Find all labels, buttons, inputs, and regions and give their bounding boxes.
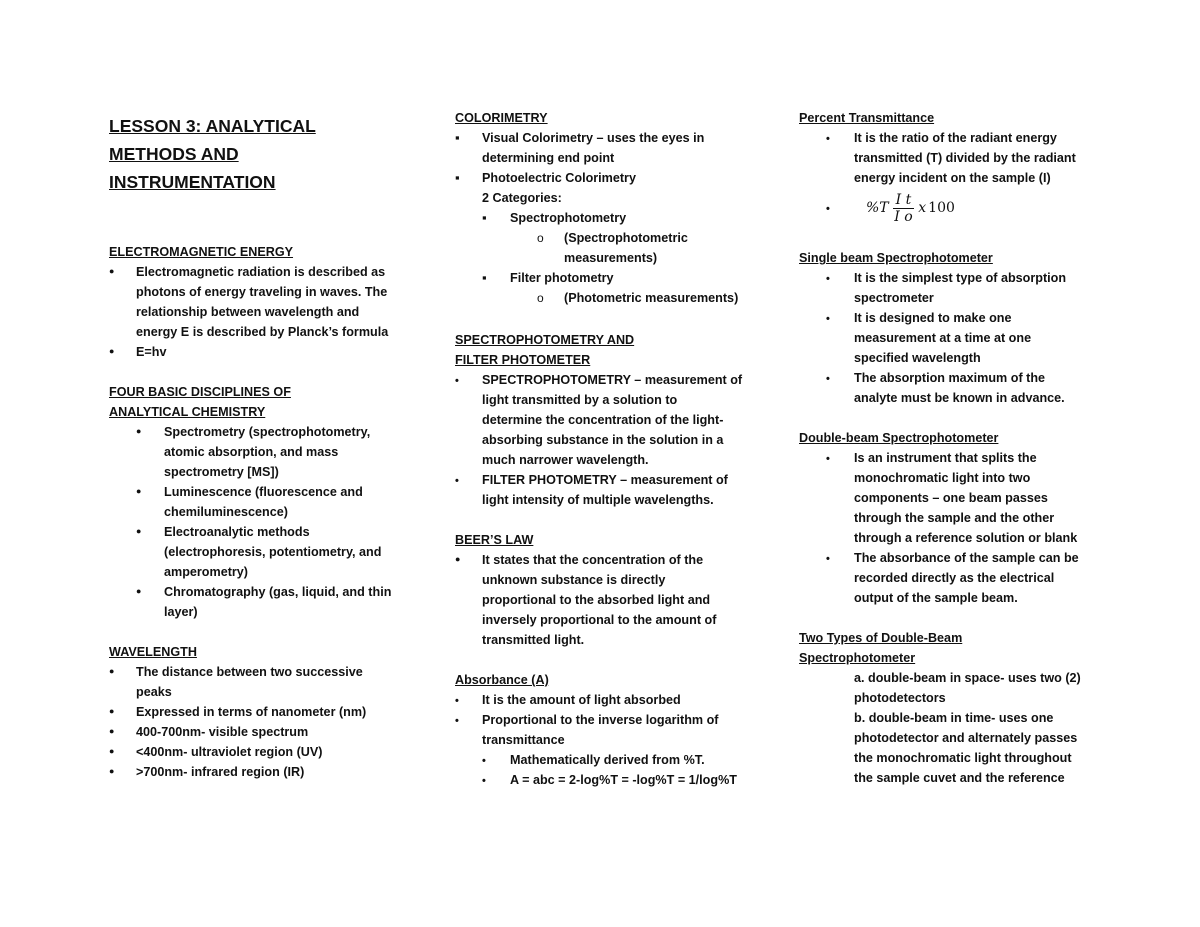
section-heading-disciplines-line1: FOUR BASIC DISCIPLINES OF bbox=[109, 385, 291, 399]
section-heading-disciplines-line2: ANALYTICAL CHEMISTRY bbox=[109, 405, 266, 419]
bullet-icon bbox=[109, 702, 114, 723]
bullet-icon bbox=[109, 262, 114, 283]
bullet-icon bbox=[455, 710, 459, 731]
section-heading-two-types-line2: Spectrophotometer bbox=[799, 651, 916, 665]
transmittance-formula: %T $\frac{\text{I t}}{\text{I o}}$ x 100 bbox=[866, 191, 955, 225]
list-item: o (Spectrophotometric measurements) bbox=[455, 228, 755, 268]
column-2 bbox=[455, 108, 755, 790]
bullet-icon bbox=[826, 308, 830, 329]
section-heading-absorbance: Absorbance (A) bbox=[455, 673, 549, 687]
square-bullet-icon bbox=[455, 168, 460, 188]
list-item: ● Luminescence (fluorescence and chemiluminescence) bbox=[109, 482, 409, 522]
bullet-icon bbox=[109, 722, 114, 743]
bullet-icon bbox=[136, 522, 141, 543]
circle-bullet-icon bbox=[537, 288, 544, 308]
bullet-icon bbox=[455, 470, 459, 491]
list-item: ▪ Visual Colorimetry – uses the eyes in determining end point bbox=[455, 128, 755, 168]
square-bullet-icon bbox=[455, 128, 460, 148]
list-item: ● >700nm- infrared region (IR) bbox=[109, 762, 409, 782]
section-heading-em-energy: ELECTROMAGNETIC ENERGY bbox=[109, 245, 294, 259]
square-bullet-icon bbox=[482, 268, 487, 288]
absorbance-list bbox=[455, 690, 755, 790]
section-heading-single-beam: Single beam Spectrophotometer bbox=[799, 251, 993, 265]
list-item: • The absorbance of the sample can be recorded directly as the electrical output of the sample beam. bbox=[799, 548, 1099, 608]
colorimetry-list bbox=[455, 128, 755, 188]
list-item: ▪ Photoelectric Colorimetry bbox=[455, 168, 755, 188]
column-1 bbox=[109, 108, 409, 782]
section-heading-wavelength: WAVELENGTH bbox=[109, 645, 197, 659]
bullet-icon bbox=[826, 548, 830, 569]
bullet-icon bbox=[826, 368, 830, 389]
bullet-icon bbox=[826, 198, 830, 219]
column-3 bbox=[799, 108, 1099, 788]
bullet-icon bbox=[109, 762, 114, 783]
list-item: • A = abc = 2-log%T = -log%T = 1/log%T bbox=[455, 770, 755, 790]
title-line: LESSON 3: ANALYTICAL bbox=[109, 116, 316, 136]
section-heading-percent-transmittance: Percent Transmittance bbox=[799, 111, 935, 125]
categories-label: 2 Categories: bbox=[482, 191, 562, 205]
list-item: ● <400nm- ultraviolet region (UV) bbox=[109, 742, 409, 762]
list-item: • It is the ratio of the radiant energy transmitted (T) divided by the radiant energy incident on the sample (I) bbox=[799, 128, 1099, 188]
bullet-icon bbox=[826, 128, 830, 149]
list-item: ● E=hv bbox=[109, 342, 409, 362]
list-item: ● The distance between two successive peaks bbox=[109, 662, 409, 702]
disciplines-list bbox=[109, 422, 409, 622]
section-heading-spf-line2: FILTER PHOTOMETER bbox=[455, 353, 591, 367]
list-item: ● Spectrometry (spectrophotometry, atomic absorption, and mass spectrometry [MS]) bbox=[109, 422, 409, 482]
section-heading-spf-line1: SPECTROPHOTOMETRY AND bbox=[455, 333, 635, 347]
list-item: ▪ Spectrophotometry bbox=[455, 208, 755, 228]
categories-list bbox=[455, 208, 755, 308]
list-item: ● Electroanalytic methods (electrophoresis, potentiometry, and amperometry) bbox=[109, 522, 409, 582]
bullet-icon bbox=[109, 662, 114, 683]
bullet-icon bbox=[455, 550, 460, 571]
list-item: ● Chromatography (gas, liquid, and thin layer) bbox=[109, 582, 409, 622]
list-item: • It is the amount of light absorbed bbox=[455, 690, 755, 710]
section-heading-colorimetry: COLORIMETRY bbox=[455, 111, 548, 125]
single-beam-list bbox=[799, 268, 1099, 408]
bullet-icon bbox=[482, 750, 486, 771]
list-item: ● 400-700nm- visible spectrum bbox=[109, 722, 409, 742]
spf-list bbox=[455, 370, 755, 510]
bullet-icon bbox=[826, 448, 830, 469]
list-item: ● It states that the concentration of the unknown substance is directly proportional to the absorbed light and inversely proportional to the amount of transmitted light. bbox=[455, 550, 755, 650]
bullet-icon bbox=[826, 268, 830, 289]
circle-bullet-icon bbox=[537, 228, 544, 248]
wavelength-list bbox=[109, 662, 409, 782]
lesson-title bbox=[109, 112, 409, 196]
list-item: • It is designed to make one measurement at a time at one specified wavelength bbox=[799, 308, 1099, 368]
list-item: o (Photometric measurements) bbox=[455, 288, 755, 308]
list-item: • It is the simplest type of absorption spectrometer bbox=[799, 268, 1099, 308]
em-energy-list bbox=[109, 262, 409, 362]
title-line: METHODS AND bbox=[109, 144, 239, 164]
bullet-icon bbox=[136, 482, 141, 503]
percent-t-list bbox=[799, 128, 1099, 228]
list-item: ● Electromagnetic radiation is described as photons of energy traveling in waves. The relationship between wavelength and energy E is described by Planck’s formula bbox=[109, 262, 409, 342]
double-beam-list bbox=[799, 448, 1099, 608]
bullet-icon bbox=[136, 582, 141, 603]
list-item: ● Expressed in terms of nanometer (nm) bbox=[109, 702, 409, 722]
list-item bbox=[799, 188, 1099, 228]
list-item: ▪ Filter photometry bbox=[455, 268, 755, 288]
list-item: • Mathematically derived from %T. bbox=[455, 750, 755, 770]
bullet-icon bbox=[109, 342, 114, 363]
list-item: • SPECTROPHOTOMETRY – measurement of light transmitted by a solution to determine the concentration of the light- absorbing substance in the solution in a much narrower wavelength. bbox=[455, 370, 755, 470]
section-heading-beers-law: BEER’S LAW bbox=[455, 533, 534, 547]
bullet-icon bbox=[482, 770, 486, 791]
bullet-icon bbox=[109, 742, 114, 763]
list-item: • The absorption maximum of the analyte must be known in advance. bbox=[799, 368, 1099, 408]
bullet-icon bbox=[455, 370, 459, 391]
bullet-icon bbox=[136, 422, 141, 443]
section-heading-double-beam: Double-beam Spectrophotometer bbox=[799, 431, 999, 445]
two-types-item-a: a. double-beam in space- uses two (2) photodetectors bbox=[854, 671, 1081, 705]
section-heading-two-types-line1: Two Types of Double-Beam bbox=[799, 631, 963, 645]
list-item: • FILTER PHOTOMETRY – measurement of light intensity of multiple wavelengths. bbox=[455, 470, 755, 510]
two-types-item-b: b. double-beam in time- uses one photodetector and alternately passes the monochromatic light throughout the sample cuvet and the reference bbox=[854, 711, 1078, 785]
square-bullet-icon bbox=[482, 208, 487, 228]
beers-list bbox=[455, 550, 755, 650]
list-item: • Is an instrument that splits the monochromatic light into two components – one beam passes through the sample and the other through a reference solution or blank bbox=[799, 448, 1099, 548]
list-item: • Proportional to the inverse logarithm of transmittance bbox=[455, 710, 755, 750]
title-line: INSTRUMENTATION bbox=[109, 172, 276, 192]
formula-fraction: $\frac{\text{I t}}{\text{I o}}$ bbox=[894, 191, 913, 225]
bullet-icon bbox=[455, 690, 459, 711]
